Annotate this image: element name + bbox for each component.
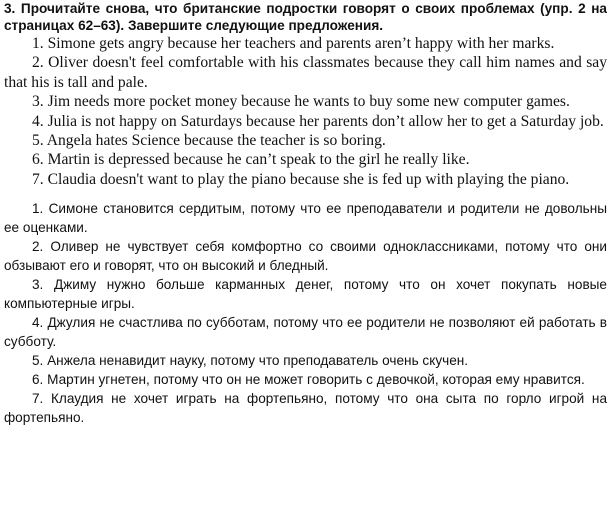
- english-answer-1: 1. Simone gets angry because her teachers and parents aren’t happy with her marks.: [32, 35, 555, 52]
- russian-translation-3: 3. Джиму нужно больше карманных денег, потому что он хочет покупать новые компьютерные игры.: [4, 277, 607, 312]
- english-answers: [4, 34, 607, 189]
- english-answer-2: 2. Oliver doesn't feel comfortable with his classmates because they call him names and say that his is tall and pale.: [4, 54, 607, 91]
- russian-translation-1: 1. Симоне становится сердитым, потому что ее преподаватели и родители не довольны ее оценками.: [4, 201, 607, 236]
- english-answer-6: 6. Martin is depressed because he can’t speak to the girl he really like.: [32, 151, 470, 169]
- exercise-title: 3. Прочитайте снова, что британские подростки говорят о своих проблемах (упр. 2 на страницах 62–63). Завершите следующие предложения.: [4, 1, 607, 33]
- english-answer-4: 4. Julia is not happy on Saturdays because her parents don’t allow her to get a Saturday job.: [32, 112, 604, 130]
- russian-translation-2: 2. Оливер не чувствует себя комфортно со своими одноклассниками, потому что они обзывают его и говорят, что он высокий и бледный.: [4, 239, 607, 274]
- russian-translation-7: 7. Клаудия не хочет играть на фортепьяно, потому что она сыта по горло игрой на фортепьяно.: [4, 391, 607, 426]
- english-answer-3: 3. Jim needs more pocket money because he wants to buy some new computer games.: [32, 93, 570, 111]
- english-answer-7: 7. Claudia doesn't want to play the piano because she is fed up with playing the piano.: [32, 170, 570, 188]
- english-answer-5: 5. Angela hates Science because the teacher is so boring.: [32, 132, 386, 150]
- russian-translations: [4, 199, 607, 427]
- russian-translation-6: 6. Мартин угнетен, потому что он не может говорить с девочкой, которая ему нравится.: [32, 372, 585, 388]
- russian-translation-4: 4. Джулия не счастлива по субботам, потому что ее родители не позволяют ей работать в субботу.: [4, 315, 607, 350]
- russian-translation-5: 5. Анжела ненавидит науку, потому что преподаватель очень скучен.: [32, 353, 469, 369]
